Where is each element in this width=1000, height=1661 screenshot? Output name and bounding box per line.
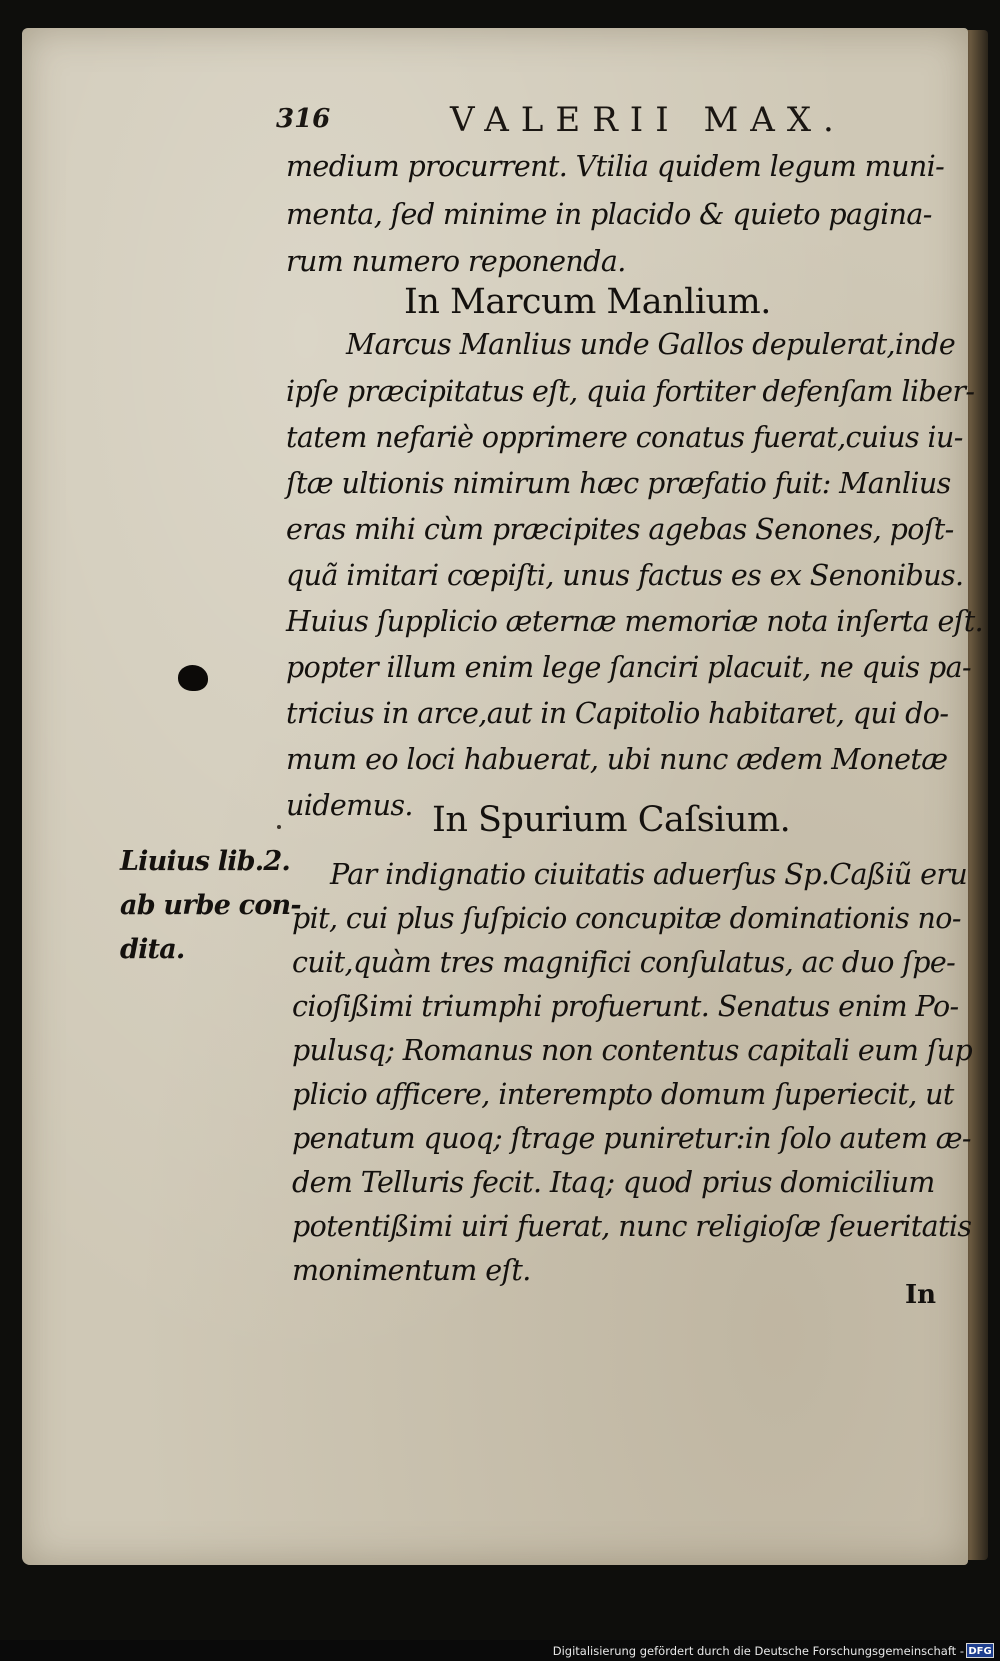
catchword: In [905,1280,937,1310]
text-line: uidemus. [286,789,413,822]
text-line: ſtæ ultionis nimirum hæc præfatio fuit: Manlius [286,467,951,500]
text-line: popter illum enim lege ſanciri placuit, ne quis pa- [286,651,972,684]
text-line: monimentum eſt. [292,1254,531,1287]
margin-note-line: dita. [120,934,185,965]
dfg-logo: DFG [966,1643,994,1658]
text-line: mum eo loci habuerat, ubi nunc ædem Monetæ [286,743,948,776]
text-line: rum numero reponenda. [286,245,626,278]
funding-credit: Digitalisierung gefördert durch die Deutsche Forschungsgemeinschaft - [552,1644,964,1658]
text-line: penatum quoq; ſtrage puniretur:in ſolo autem æ- [292,1122,971,1155]
text-line: cuit,quàm tres magnifici conſulatus, ac duo ſpe- [292,946,956,979]
text-line: tricius in arce,aut in Capitolio habitaret, qui do- [286,697,949,730]
text-line: Huius ſupplicio æternæ memoriæ nota inſerta eſt. [286,605,984,638]
text-line: quã imitari cœpiſti, unus factus es ex Senonibus. [286,559,964,592]
text-line: cioſißimi triumphi profuerunt. Senatus enim Po- [292,990,959,1023]
margin-note-line: Liuius lib.2. [120,846,290,877]
text-line: pulusq; Romanus non contentus capitali eum ſup [292,1034,973,1067]
text-line: plicio afficere, interempto domum ſuperiecit, ut [292,1078,954,1111]
text-line: menta, ſed minime in placido & quieto pagina- [286,198,932,231]
section-heading-cassius: In Spurium Caſsium. [432,800,791,840]
text-line: dem Telluris fecit. Itaq; quod prius domicilium [292,1166,935,1199]
text-line: ipſe præcipitatus eſt, quia fortiter defenſam liber- [286,375,975,408]
text-line: pit, cui plus ſuſpicio concupitæ dominationis no- [292,902,961,935]
text-line: medium procurrent. Vtilia quidem legum muni- [286,150,945,183]
text-line: Marcus Manlius unde Gallos depulerat,inde [346,328,956,361]
ink-blot [178,665,208,691]
page-number: 316 [276,104,331,134]
running-head: VALERII MAX. [450,100,846,140]
text-line: potentißimi uiri fuerat, nunc religioſæ ſeueritatis [292,1210,972,1243]
section-heading-manlius: In Marcum Manlium. [404,282,771,322]
margin-note-line: ab urbe con- [120,890,301,921]
text-line: Par indignatio ciuitatis aduerſus Sp.Caßiũ eru [330,858,968,891]
ink-speck [277,825,281,829]
text-line: eras mihi cùm præcipites agebas Senones, poſt- [286,513,954,546]
text-line: tatem nefariè opprimere conatus fuerat,cuius iu- [286,421,963,454]
